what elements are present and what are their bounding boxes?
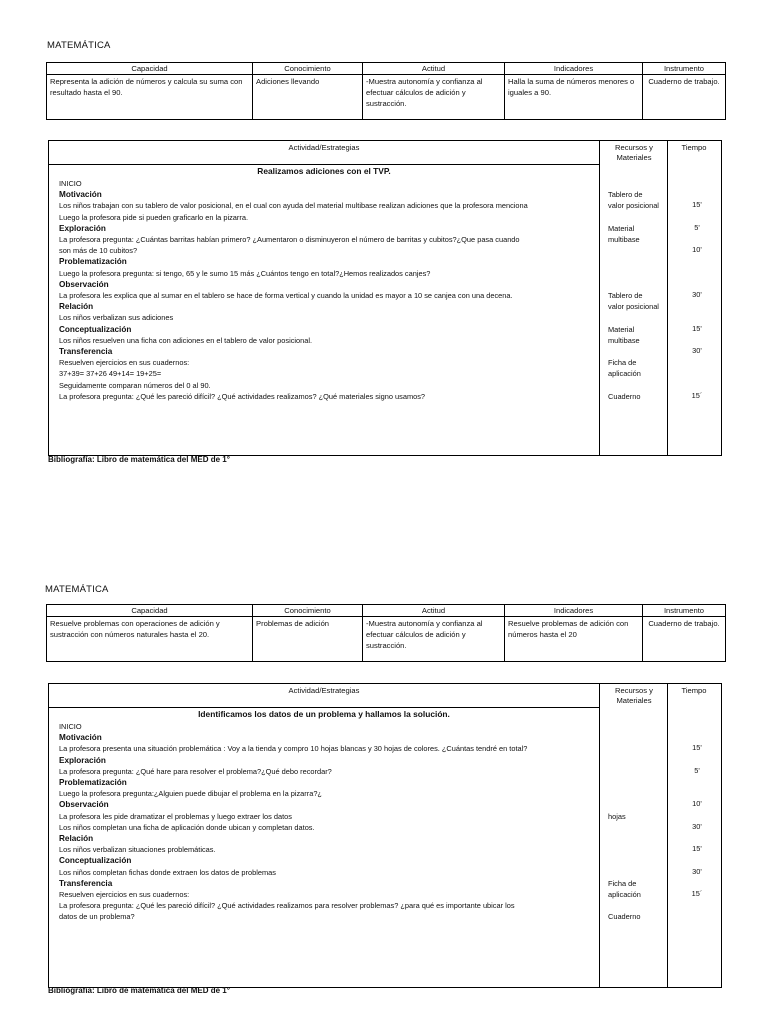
time-value: 15´: [691, 889, 703, 898]
activity-line: INICIO: [59, 179, 82, 188]
activity-header: Actividad/Estrategias: [288, 143, 360, 152]
phase-heading: Transferencia: [59, 878, 113, 888]
activity-line: Luego la profesora pregunta: si tengo, 65 y le sumo 15 más ¿Cuántos tengo en total?¿Hemos realizados canjes?: [59, 268, 431, 278]
phase-heading: Observación: [59, 800, 109, 810]
time-value: 15´: [691, 390, 703, 400]
activity-line: La profesora les explica que al sumar en el tablero se hace de forma vertical y cuando la unidad es mayor a 10 se canjea con una decena.: [59, 291, 513, 300]
header-indicadores: Indicadores: [505, 605, 643, 617]
activity-line: Los niños completan fichas donde extraen los datos de problemas: [59, 867, 276, 877]
phase-heading: Conceptualización: [59, 856, 132, 866]
activity-line: Los niños trabajan con su tablero de valor posicional, en el cual con ayuda del material multibase realizan adiciones que la profesora menciona: [59, 201, 528, 211]
phase-heading: Transferencia: [59, 347, 113, 356]
activity-line: Seguidamente comparan números del 0 al 90.: [59, 380, 211, 390]
activity-box: [48, 683, 722, 988]
resource-item: Cuaderno: [608, 912, 641, 922]
subject-title: MATEMÁTICA: [45, 584, 109, 595]
activity-line: Resuelven ejercicios en sus cuadernos:: [59, 890, 190, 899]
subject-title: MATEMÁTICA: [47, 40, 111, 51]
activity-line: La profesora pregunta: ¿Qué les pareció difícil? ¿Qué actividades realizamos? ¿Qué materiales signo usamos?: [59, 391, 426, 401]
activity-line: Los niños verbalizan situaciones problemáticas.: [59, 845, 216, 855]
activity-line: La profesora presenta una situación problemática : Voy a la tienda y compro 10 hojas blancas y 30 hojas de colores. ¿Cuántas tendré en total?: [59, 744, 528, 754]
time-value: 15': [692, 200, 702, 210]
activity-title: Identificamos los datos de un problema y hallamos la solución.: [198, 709, 450, 719]
time-value: 30': [692, 821, 702, 831]
time-value: 30': [692, 346, 702, 355]
time-value: 15': [692, 323, 702, 333]
phase-heading: Motivación: [59, 733, 102, 743]
header-indicadores: Indicadores: [505, 63, 643, 75]
resource-item: Cuaderno: [608, 391, 641, 401]
plan-table: [46, 604, 726, 662]
activity-line: Resuelven ejercicios en sus cuadernos:: [59, 358, 190, 368]
activity-line: La profesora les pide dramatizar el problemas y luego extraer los datos: [59, 811, 292, 821]
time-value: 5': [694, 222, 700, 232]
resource-item: hojas: [608, 811, 626, 821]
cell-instrumento: Cuaderno de trabajo.: [643, 75, 726, 120]
bibliography: Bibliografía: Libro de matemática del MED de 1°: [48, 455, 230, 464]
activity-line: Luego la profesora pide si pueden graficarlo en la pizarra.: [59, 212, 248, 222]
time-header: Tiempo: [681, 686, 707, 695]
phase-heading: Motivación: [59, 190, 102, 200]
cell-capacidad: Resuelve problemas con operaciones de adición y sustracción con números naturales hasta el 20.: [47, 617, 253, 662]
activity-line: La profesora pregunta: ¿Qué hare para resolver el problema?¿Qué debo recordar?: [59, 766, 332, 776]
activity-line: Los niños resuelven una ficha con adiciones en el tablero de valor posicional.: [59, 335, 313, 345]
phase-heading: Observación: [59, 279, 109, 289]
time-value: 15': [692, 844, 702, 854]
activity-line: Los niños completan una ficha de aplicación donde ubican y completan datos.: [59, 822, 315, 832]
activity-line: INICIO: [59, 722, 82, 731]
phase-heading: Problematización: [59, 778, 127, 787]
header-actitud: Actitud: [363, 63, 505, 75]
plan-table: [46, 62, 726, 120]
activity-box: [48, 140, 722, 456]
time-value: 30': [692, 866, 702, 876]
header-conocimiento: Conocimiento: [253, 605, 363, 617]
activity-line: La profesora pregunta: ¿Cuántas barritas habían primero? ¿Aumentaron o disminuyeron el número de barritas y cubitos?¿Que pasa cuando: [59, 235, 520, 244]
phase-heading: Conceptualización: [59, 324, 132, 334]
phase-heading: Exploración: [59, 755, 106, 765]
time-value: 15': [692, 743, 702, 753]
time-value: 10': [692, 799, 702, 809]
header-conocimiento: Conocimiento: [253, 63, 363, 75]
cell-actitud: -Muestra autonomía y confianza al efectuar cálculos de adición y sustracción.: [363, 617, 505, 662]
cell-conocimiento: Adiciones llevando: [253, 75, 363, 120]
time-value: 30': [692, 290, 702, 299]
cell-instrumento: Cuaderno de trabajo.: [643, 617, 726, 662]
resources-header: Recursos y Materiales: [615, 686, 653, 705]
cell-capacidad: Representa la adición de números y calcula su suma con resultado hasta el 90.: [47, 75, 253, 120]
time-header: Tiempo: [681, 143, 707, 152]
activity-line: datos de un problema?: [59, 912, 135, 922]
activity-line: 37+39= 37+26 49+14= 19+25=: [59, 369, 162, 379]
resource-item: Material multibase: [608, 223, 640, 244]
cell-indicadores: Resuelve problemas de adición con números hasta el 20: [505, 617, 643, 662]
resource-item: Tablero de valor posicional: [608, 291, 659, 312]
header-actitud: Actitud: [363, 605, 505, 617]
resource-item: Material multibase: [608, 324, 640, 345]
activity-line: Luego la profesora pregunta:¿Alguien puede dibujar el problema en la pizarra?¿: [59, 789, 322, 799]
header-capacidad: Capacidad: [47, 605, 253, 617]
header-instrumento: Instrumento: [643, 605, 726, 617]
phase-heading: Problematización: [59, 257, 127, 267]
bibliography: Bibliografía: Libro de matemática del MED de 1°: [48, 986, 230, 995]
header-capacidad: Capacidad: [47, 63, 253, 75]
resource-item: Tablero de valor posicional: [608, 190, 659, 211]
time-value: 10': [692, 245, 702, 255]
activity-line: Los niños verbalizan sus adiciones: [59, 313, 174, 323]
resource-item: Ficha de aplicación: [608, 358, 641, 379]
activity-title: Realizamos adiciones con el TVP.: [257, 166, 391, 176]
cell-conocimiento: Problemas de adición: [253, 617, 363, 662]
phase-heading: Exploración: [59, 223, 106, 233]
time-value: 5': [694, 765, 700, 775]
activity-line: La profesora pregunta: ¿Qué les pareció difícil? ¿Qué actividades realizamos para resolver problemas? ¿para qué es importante ubicar los: [59, 901, 515, 911]
activity-header: Actividad/Estrategias: [288, 686, 360, 695]
phase-heading: Relación: [59, 834, 94, 843]
resource-item: Ficha de aplicación: [608, 878, 641, 899]
header-instrumento: Instrumento: [643, 63, 726, 75]
cell-actitud: -Muestra autonomía y confianza al efectuar cálculos de adición y sustracción.: [363, 75, 505, 120]
activity-line: son más de 10 cubitos?: [59, 246, 138, 256]
resources-header: Recursos y Materiales: [615, 143, 653, 162]
cell-indicadores: Halla la suma de números menores o iguales a 90.: [505, 75, 643, 120]
phase-heading: Relación: [59, 302, 94, 312]
